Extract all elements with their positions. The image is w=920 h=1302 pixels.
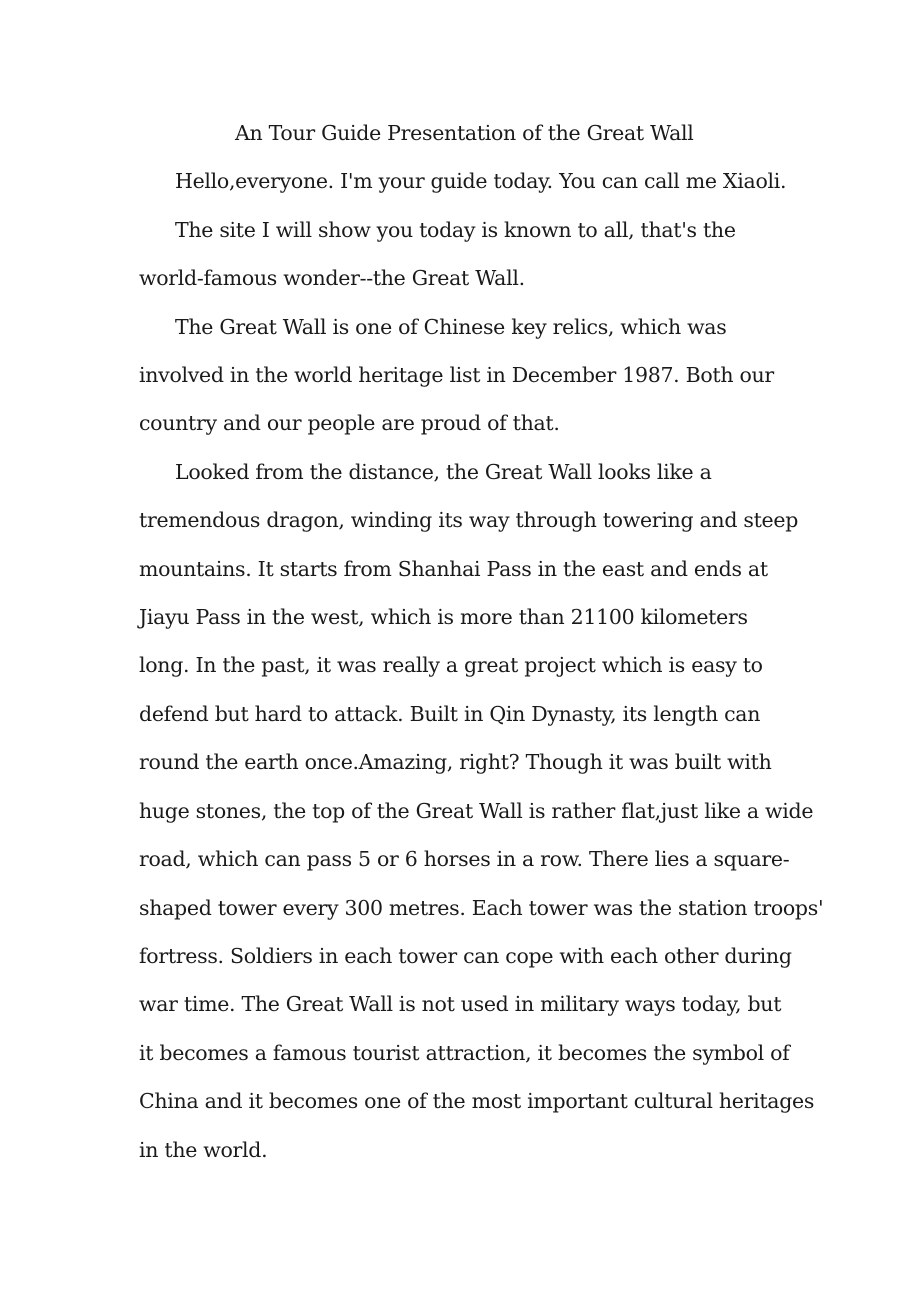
paragraph-line: it becomes a famous tourist attraction, it becomes the symbol of xyxy=(139,1040,790,1065)
paragraph-line: Looked from the distance, the Great Wall looks like a xyxy=(175,459,712,484)
paragraph-line: involved in the world heritage list in December 1987. Both our xyxy=(139,363,774,388)
paragraph-description xyxy=(139,448,824,1174)
paragraph-heritage xyxy=(139,303,789,448)
paragraph-line: The site I will show you today is known to all, that's the xyxy=(175,217,736,242)
paragraph-introduction xyxy=(139,206,789,303)
paragraph-line: The Great Wall is one of Chinese key relics, which was xyxy=(175,314,727,339)
paragraph-line: road, which can pass 5 or 6 horses in a row. There lies a square- xyxy=(139,847,790,872)
document-body xyxy=(139,109,824,1174)
paragraph-line: war time. The Great Wall is not used in military ways today, but xyxy=(139,992,782,1017)
paragraph-line: world-famous wonder--the Great Wall. xyxy=(139,266,525,291)
paragraph-line: defend but hard to attack. Built in Qin Dynasty, its length can xyxy=(139,701,761,726)
paragraph-line: shaped tower every 300 metres. Each tower was the station troops' xyxy=(139,895,824,920)
paragraph-line: in the world. xyxy=(139,1137,268,1162)
paragraph-line: country and our people are proud of that. xyxy=(139,411,560,436)
paragraph-line: round the earth once.Amazing, right? Though it was built with xyxy=(139,750,772,775)
document-title: An Tour Guide Presentation of the Great Wall xyxy=(235,121,694,145)
paragraph-line: long. In the past, it was really a great project which is easy to xyxy=(139,653,763,678)
paragraph-greeting xyxy=(139,157,789,205)
paragraph-line: Jiayu Pass in the west, which is more than 21100 kilometers xyxy=(139,605,748,630)
paragraph-line: China and it becomes one of the most important cultural heritages xyxy=(139,1089,815,1114)
paragraph-line: fortress. Soldiers in each tower can cope with each other during xyxy=(139,943,792,968)
paragraph-line: huge stones, the top of the Great Wall is rather flat,just like a wide xyxy=(139,798,814,823)
paragraph-line: mountains. It starts from Shanhai Pass in the east and ends at xyxy=(139,556,768,581)
paragraph-line: tremendous dragon, winding its way through towering and steep xyxy=(139,508,799,533)
paragraph-line: Hello,everyone. I'm your guide today. You can call me Xiaoli. xyxy=(175,169,787,194)
